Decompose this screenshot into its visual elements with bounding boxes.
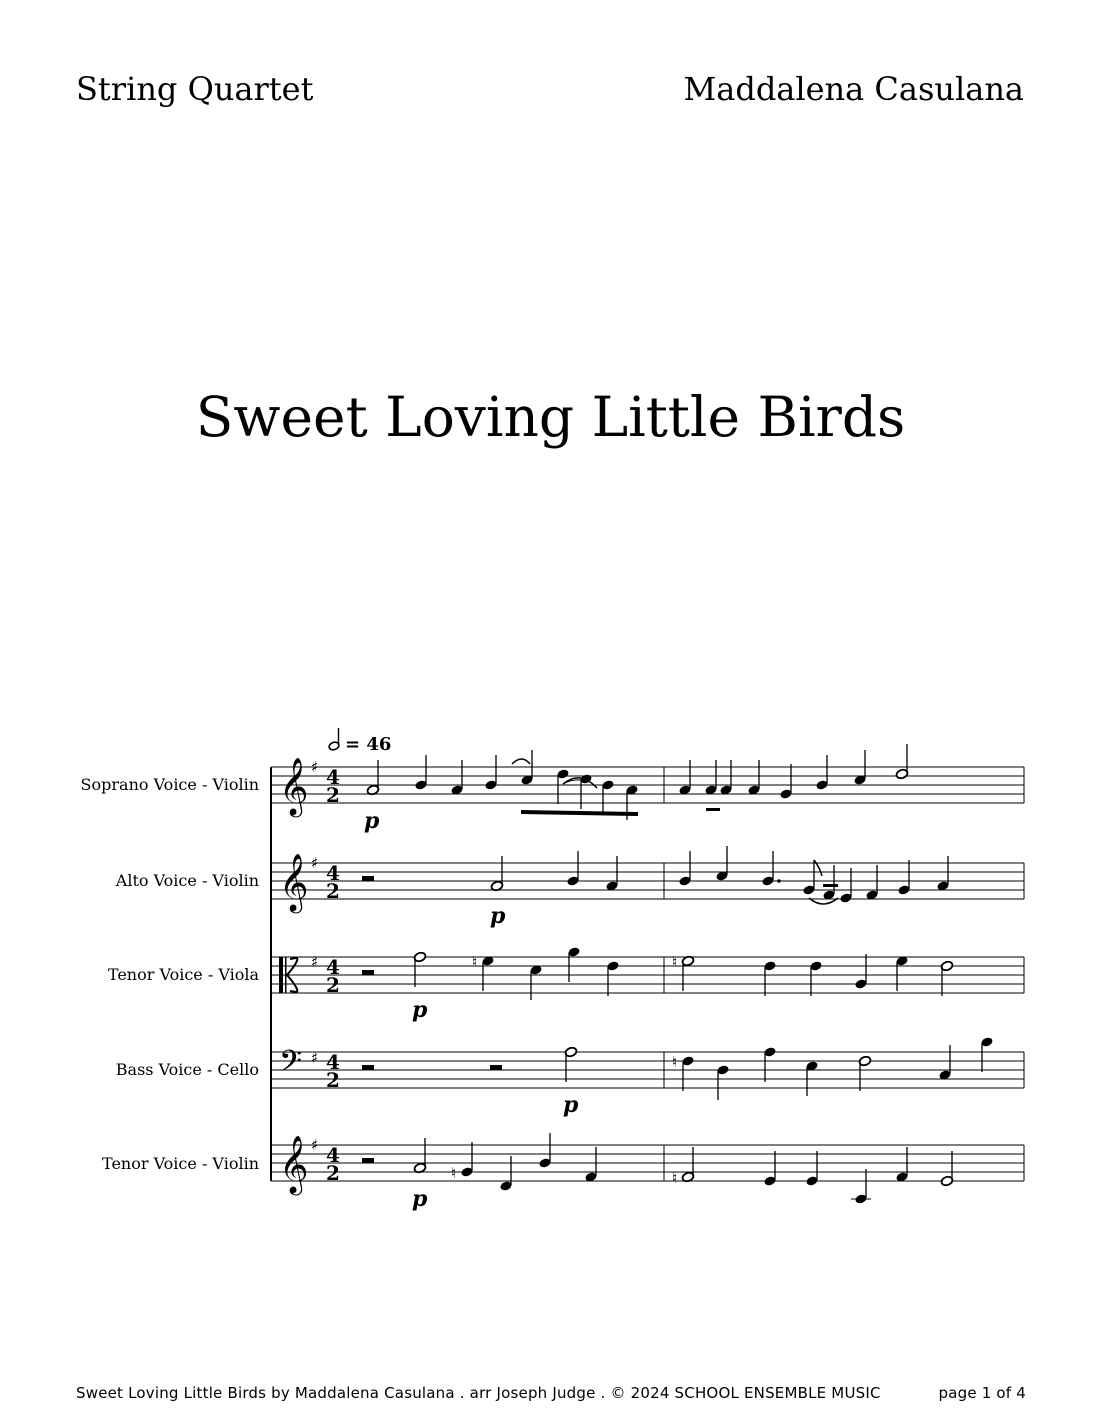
time-sig-denominator: 2 [326, 879, 340, 903]
time-sig-numerator: 4 [326, 955, 340, 979]
staff-soprano [271, 767, 1024, 803]
staff-label-alto-violin: Alto Voice - Violin [115, 871, 259, 890]
dynamic-mark: p [364, 808, 380, 834]
note [936, 856, 949, 892]
natural-icon: ♮ [672, 1169, 678, 1187]
time-sig-denominator: 2 [326, 1161, 340, 1185]
note [606, 960, 619, 996]
note [490, 856, 503, 892]
rests [362, 876, 502, 1163]
staff-label-tenor-violin: Tenor Voice - Violin [102, 1154, 259, 1173]
dynamic-mark: p [490, 903, 506, 929]
beam [706, 808, 720, 811]
note [719, 760, 732, 796]
time-sig-denominator: 2 [326, 973, 340, 997]
note [747, 760, 760, 796]
note [815, 755, 828, 791]
staff-tenor-violin [271, 1145, 1024, 1181]
composer-name: Maddalena Casulana [683, 70, 1024, 108]
dynamic-mark: p [563, 1092, 579, 1118]
sharp-icon: ♯ [311, 1136, 319, 1154]
note [484, 755, 497, 791]
time-sig-numerator: 4 [326, 861, 340, 885]
natural-icon: ♮ [672, 1053, 678, 1071]
sharp-icon: ♯ [311, 953, 319, 971]
note [809, 960, 822, 996]
note [520, 750, 533, 786]
note [564, 1046, 577, 1082]
note [865, 865, 878, 901]
note [858, 1055, 871, 1091]
note [672, 1053, 695, 1091]
piece-title: Sweet Loving Little Birds [195, 385, 906, 449]
note [851, 1169, 871, 1205]
ensemble-label: String Quartet [76, 70, 314, 108]
time-sig-denominator: 2 [326, 783, 340, 807]
notes-layer [366, 744, 993, 1205]
note [839, 868, 852, 904]
note [538, 1133, 551, 1169]
note [940, 960, 953, 996]
note [584, 1147, 597, 1183]
half-rest-icon [362, 876, 374, 881]
note [529, 964, 542, 1000]
note [413, 1138, 426, 1174]
note [897, 860, 910, 896]
note [567, 946, 580, 982]
note [414, 755, 427, 791]
time-sig-numerator: 4 [326, 1050, 340, 1074]
note [763, 960, 776, 996]
staff-label-soprano-violin: Soprano Voice - Violin [80, 775, 259, 794]
footer-credit: Sweet Loving Little Birds by Maddalena Casulana . arr Joseph Judge . © 2024 SCHOOL ENSEMBLE MUSIC [76, 1384, 881, 1402]
note [805, 1151, 818, 1187]
tempo-value: = 46 [345, 734, 392, 755]
note [704, 760, 717, 796]
beams-and-slurs [512, 759, 838, 904]
sharp-icon: ♯ [311, 758, 319, 776]
note [763, 1151, 776, 1187]
half-rest-icon [362, 1065, 374, 1070]
beam [823, 884, 838, 887]
natural-icon: ♮ [451, 1164, 457, 1182]
note [451, 1142, 474, 1182]
dynamic-mark: p [412, 997, 428, 1023]
note [556, 768, 569, 804]
time-sig-numerator: 4 [326, 1143, 340, 1167]
note [472, 953, 495, 991]
treble-clef-icon: 𝄞 [279, 1135, 309, 1193]
dynamic-mark: p [412, 1186, 428, 1212]
half-rest-icon [362, 970, 374, 975]
treble-clef-icon: 𝄞 [279, 853, 309, 911]
treble-clef-icon: 𝄞 [279, 757, 309, 815]
note [672, 953, 695, 991]
bass-clef-icon: 𝄢 [279, 1045, 303, 1086]
staff-bass [271, 1052, 1024, 1088]
key-signature [311, 758, 318, 1154]
note [895, 955, 908, 991]
note [601, 779, 614, 815]
natural-icon: ♮ [472, 953, 478, 971]
time-sig-denominator: 2 [326, 1068, 340, 1092]
note [853, 750, 866, 786]
staff-tenor-viola [271, 957, 1024, 993]
tempo-marking [328, 728, 391, 755]
note [715, 846, 728, 882]
staff-alto [271, 863, 1024, 899]
page-number: page 1 of 4 [938, 1384, 1026, 1402]
slur [512, 759, 530, 764]
note [805, 1060, 818, 1096]
half-rest-icon [490, 1065, 502, 1070]
note [678, 851, 691, 887]
note [716, 1064, 729, 1100]
staff-label-bass-cello: Bass Voice - Cello [115, 1060, 259, 1079]
natural-icon: ♮ [672, 953, 678, 971]
half-rest-icon [362, 1158, 374, 1163]
note [779, 764, 792, 800]
note [938, 1045, 951, 1081]
staff-label-tenor-viola: Tenor Voice - Viola [107, 965, 259, 984]
sharp-icon: ♯ [311, 854, 319, 872]
note [761, 851, 780, 887]
note [940, 1151, 953, 1187]
note [605, 856, 618, 892]
note [854, 954, 867, 990]
time-sig-numerator: 4 [326, 765, 340, 789]
slur [563, 778, 597, 788]
note [499, 1156, 512, 1192]
note [763, 1046, 776, 1082]
footer [76, 1384, 1026, 1402]
note [450, 760, 463, 796]
note [895, 744, 908, 780]
beam [521, 810, 638, 816]
note [980, 1036, 993, 1072]
note [895, 1147, 908, 1183]
note [566, 851, 579, 887]
note [822, 865, 835, 901]
note [413, 951, 426, 987]
sharp-icon: ♯ [311, 1049, 319, 1067]
note [366, 760, 379, 796]
note [678, 760, 691, 796]
staff-lines [271, 767, 1024, 1181]
